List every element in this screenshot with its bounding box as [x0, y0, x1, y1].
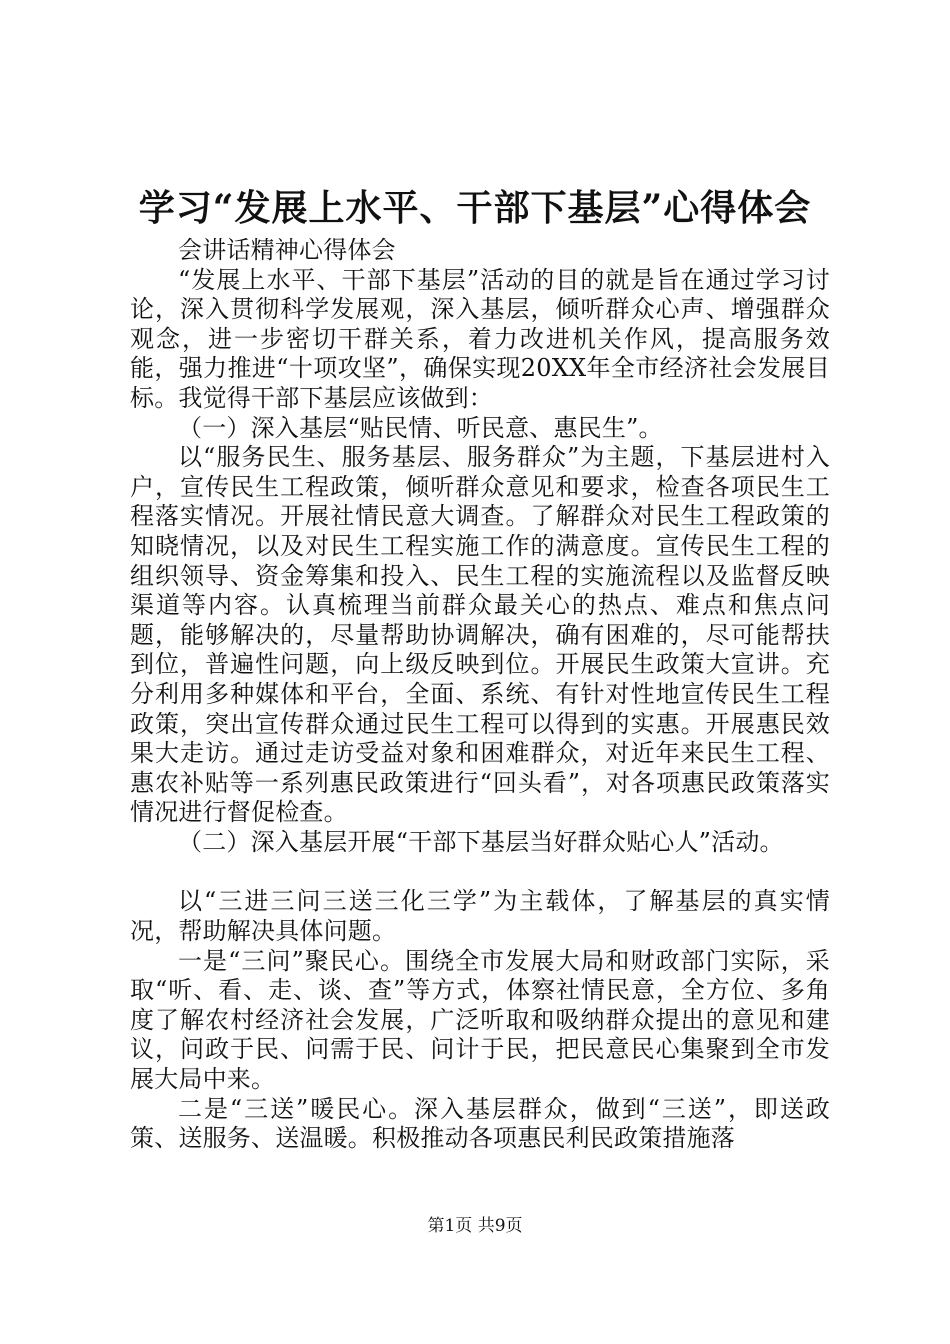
paragraph-section-two-heading: （二）深入基层开展“干部下基层当好群众贴心人”活动。: [178, 827, 784, 856]
document-body: [130, 236, 830, 1154]
paragraph-section-one-heading: （一）深入基层“贴民情、听民意、惠民生”。: [178, 413, 663, 442]
paragraph-three-sends: 二是“三送”暖民心。深入基层群众，做到“三送”，即送政策、送服务、送温暖。积极推动各项惠民利民政策措施落: [130, 1094, 830, 1153]
document-title: 学习“发展上水平、干部下基层”心得体会: [138, 187, 812, 229]
page-number-footer: 第1页 共9页: [427, 1216, 523, 1236]
paragraph-three-questions: 一是“三问”聚民心。围绕全市发展大局和财政部门实际，采取“听、看、走、谈、查”等方式，体察社情民意，全方位、多角度了解农村经济社会发展，广泛听取和吸纳群众提出的意见和建议，问政于民、问需于民、问计于民，把民意民心集聚到全市发展大局中来。: [130, 946, 830, 1094]
paragraph-intro-line: 会讲话精神心得体会: [178, 236, 396, 264]
paragraph-activity-purpose: “发展上水平、干部下基层”活动的目的就是旨在通过学习讨论，深入贯彻科学发展观，深入基层，倾听群众心声、增强群众观念，进一步密切干群关系，着力改进机关作风，提高服务效能，强力推进“十项攻坚”，确保实现20XX年全市经济社会发展目标。我觉得干部下基层应该做到：: [130, 265, 830, 412]
paragraph-section-one-body: 以“服务民生、服务基层、服务群众”为主题，下基层进村入户，宣传民生工程政策，倾听群众意见和要求，检查各项民生工程落实情况。开展社情民意大调查。了解群众对民生工程政策的知晓情况，以及对民生工程实施工作的满意度。宣传民生工程的组织领导、资金筹集和投入、民生工程的实施流程以及监督反映渠道等内容。认真梳理当前群众最关心的热点、难点和焦点问题，能够解决的，尽量帮助协调解决，确有困难的，尽可能帮扶到位，普遍性问题，向上级反映到位。开展民生政策大宣讲。充分利用多种媒体和平台，全面、系统、有针对性地宣传民生工程政策，突出宣传群众通过民生工程可以得到的实惠。开展惠民效果大走访。通过走访受益对象和困难群众，对近年来民生工程、惠农补贴等一系列惠民政策进行“回头看”，对各项惠民政策落实情况进行督促检查。: [130, 443, 830, 827]
paragraph-section-two-body: 以“三进三问三送三化三学”为主载体，了解基层的真实情况，帮助解决具体问题。: [130, 887, 830, 946]
